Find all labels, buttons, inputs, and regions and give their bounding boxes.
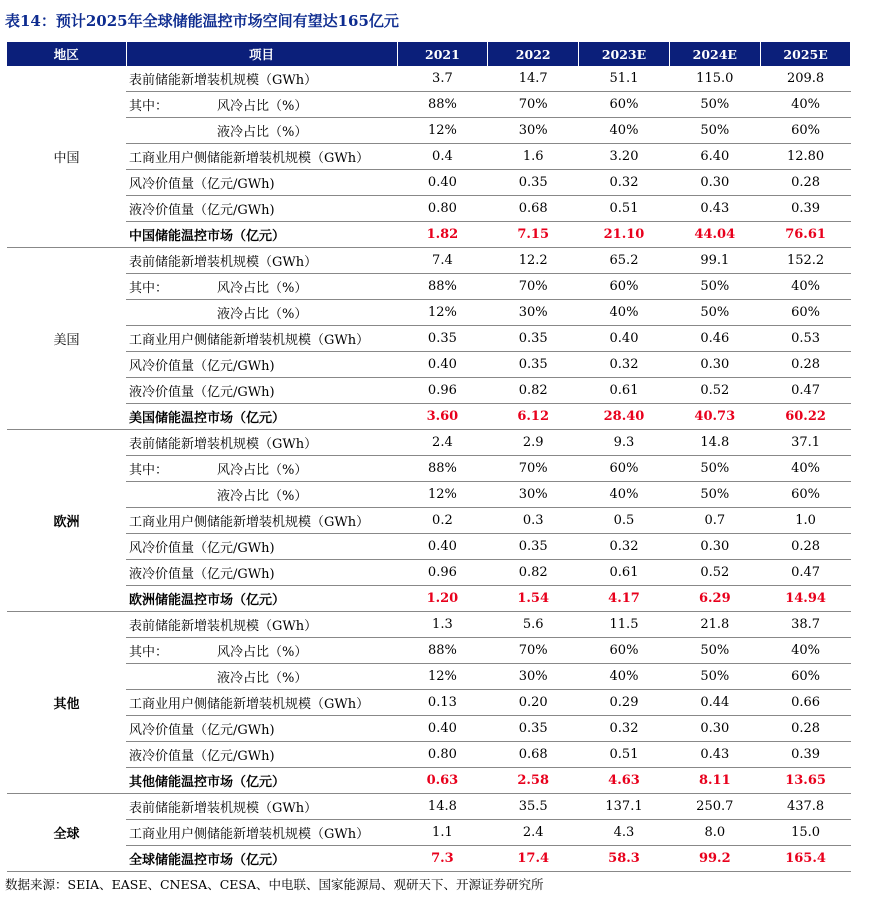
value-cell: 0.68 bbox=[488, 196, 579, 222]
value-cell: 0.28 bbox=[760, 716, 851, 742]
value-cell: 0.30 bbox=[669, 534, 760, 560]
value-cell: 152.2 bbox=[760, 248, 851, 274]
item-label: 风冷占比（%） bbox=[217, 281, 308, 296]
value-cell: 4.17 bbox=[579, 586, 670, 612]
item-cell bbox=[126, 196, 397, 222]
value-cell: 76.61 bbox=[760, 222, 851, 248]
value-cell: 30% bbox=[488, 300, 579, 326]
item-cell bbox=[126, 638, 397, 664]
item-cell bbox=[126, 586, 397, 612]
value-cell: 209.8 bbox=[760, 66, 851, 92]
item-label: 液冷价值量（亿元/GWh) bbox=[129, 203, 275, 218]
table-row bbox=[7, 144, 851, 170]
table-row bbox=[7, 638, 851, 664]
table-row bbox=[7, 716, 851, 742]
market-table bbox=[7, 42, 851, 872]
region-cell: 全球 bbox=[7, 794, 126, 872]
value-cell: 40% bbox=[760, 638, 851, 664]
item-cell bbox=[126, 352, 397, 378]
value-cell: 14.8 bbox=[397, 794, 488, 820]
value-cell: 0.35 bbox=[397, 326, 488, 352]
item-cell bbox=[126, 560, 397, 586]
item-label: 工商业用户侧储能新增装机规模（GWh） bbox=[129, 151, 370, 166]
table-row bbox=[7, 664, 851, 690]
table-row bbox=[7, 430, 851, 456]
value-cell: 60% bbox=[579, 638, 670, 664]
item-cell bbox=[126, 300, 397, 326]
item-cell bbox=[126, 404, 397, 430]
value-cell: 30% bbox=[488, 482, 579, 508]
value-cell: 99.1 bbox=[669, 248, 760, 274]
item-cell bbox=[126, 248, 397, 274]
item-cell bbox=[126, 534, 397, 560]
table-row bbox=[7, 794, 851, 820]
value-cell: 70% bbox=[488, 638, 579, 664]
value-cell: 50% bbox=[669, 638, 760, 664]
item-label: 风冷价值量（亿元/GWh) bbox=[129, 177, 275, 192]
value-cell: 88% bbox=[397, 638, 488, 664]
value-cell: 12% bbox=[397, 300, 488, 326]
table-row bbox=[7, 456, 851, 482]
value-cell: 1.1 bbox=[397, 820, 488, 846]
item-prefix: 其中： bbox=[129, 463, 169, 478]
item-cell bbox=[126, 274, 397, 300]
value-cell: 70% bbox=[488, 92, 579, 118]
value-cell: 1.3 bbox=[397, 612, 488, 638]
item-label: 表前储能新增装机规模（GWh） bbox=[129, 801, 318, 816]
value-cell: 40% bbox=[579, 482, 670, 508]
header-item: 项目 bbox=[126, 42, 397, 66]
value-cell: 0.20 bbox=[488, 690, 579, 716]
value-cell: 0.32 bbox=[579, 534, 670, 560]
region-cell: 其他 bbox=[7, 612, 126, 794]
value-cell: 40% bbox=[760, 456, 851, 482]
table-row bbox=[7, 118, 851, 144]
table-row bbox=[7, 300, 851, 326]
header-year: 2023E bbox=[579, 42, 670, 66]
total-row bbox=[7, 222, 851, 248]
value-cell: 60% bbox=[760, 118, 851, 144]
value-cell: 0.35 bbox=[488, 170, 579, 196]
item-prefix: 其中： bbox=[129, 645, 169, 660]
item-label: 液冷占比（%） bbox=[217, 671, 308, 686]
value-cell: 50% bbox=[669, 274, 760, 300]
value-cell: 12% bbox=[397, 664, 488, 690]
value-cell: 50% bbox=[669, 482, 760, 508]
value-cell: 0.40 bbox=[579, 326, 670, 352]
item-label: 风冷占比（%） bbox=[217, 99, 308, 114]
value-cell: 0.63 bbox=[397, 768, 488, 794]
item-label: 全球储能温控市场（亿元） bbox=[129, 853, 286, 868]
value-cell: 99.2 bbox=[669, 846, 760, 872]
item-cell bbox=[126, 456, 397, 482]
item-cell bbox=[126, 144, 397, 170]
value-cell: 250.7 bbox=[669, 794, 760, 820]
header-year: 2024E bbox=[669, 42, 760, 66]
value-cell: 0.82 bbox=[488, 560, 579, 586]
value-cell: 0.35 bbox=[488, 534, 579, 560]
value-cell: 0.40 bbox=[397, 170, 488, 196]
value-cell: 60% bbox=[579, 456, 670, 482]
source-note: 数据来源：SEIA、EASE、CNESA、CESA、中电联、国家能源局、观研天下、开源证券研究所 bbox=[5, 877, 544, 892]
value-cell: 0.47 bbox=[760, 378, 851, 404]
header-year: 2021 bbox=[397, 42, 488, 66]
value-cell: 88% bbox=[397, 92, 488, 118]
value-cell: 4.3 bbox=[579, 820, 670, 846]
value-cell: 8.11 bbox=[669, 768, 760, 794]
value-cell: 21.8 bbox=[669, 612, 760, 638]
value-cell: 2.4 bbox=[488, 820, 579, 846]
item-label: 表前储能新增装机规模（GWh） bbox=[129, 619, 318, 634]
value-cell: 0.68 bbox=[488, 742, 579, 768]
table-row bbox=[7, 742, 851, 768]
value-cell: 1.0 bbox=[760, 508, 851, 534]
item-cell bbox=[126, 716, 397, 742]
value-cell: 14.94 bbox=[760, 586, 851, 612]
value-cell: 40% bbox=[760, 274, 851, 300]
value-cell: 0.51 bbox=[579, 742, 670, 768]
item-label: 工商业用户侧储能新增装机规模（GWh） bbox=[129, 827, 370, 842]
value-cell: 88% bbox=[397, 274, 488, 300]
value-cell: 0.96 bbox=[397, 560, 488, 586]
value-cell: 70% bbox=[488, 274, 579, 300]
value-cell: 6.40 bbox=[669, 144, 760, 170]
item-label: 液冷价值量（亿元/GWh) bbox=[129, 385, 275, 400]
value-cell: 12.2 bbox=[488, 248, 579, 274]
value-cell: 0.13 bbox=[397, 690, 488, 716]
value-cell: 165.4 bbox=[760, 846, 851, 872]
value-cell: 60% bbox=[760, 482, 851, 508]
value-cell: 13.65 bbox=[760, 768, 851, 794]
table-title: 表14：预计2025年全球储能温控市场空间有望达165亿元 bbox=[5, 12, 399, 30]
value-cell: 0.7 bbox=[669, 508, 760, 534]
item-prefix: 其中： bbox=[129, 281, 169, 296]
value-cell: 0.47 bbox=[760, 560, 851, 586]
value-cell: 0.52 bbox=[669, 560, 760, 586]
item-label: 表前储能新增装机规模（GWh） bbox=[129, 437, 318, 452]
total-row bbox=[7, 586, 851, 612]
item-cell bbox=[126, 482, 397, 508]
value-cell: 8.0 bbox=[669, 820, 760, 846]
item-cell bbox=[126, 66, 397, 92]
value-cell: 7.3 bbox=[397, 846, 488, 872]
item-label: 液冷占比（%） bbox=[217, 307, 308, 322]
value-cell: 5.6 bbox=[488, 612, 579, 638]
item-label: 表前储能新增装机规模（GWh） bbox=[129, 73, 318, 88]
value-cell: 70% bbox=[488, 456, 579, 482]
item-cell bbox=[126, 794, 397, 820]
table-row bbox=[7, 560, 851, 586]
value-cell: 0.32 bbox=[579, 352, 670, 378]
value-cell: 17.4 bbox=[488, 846, 579, 872]
table-row bbox=[7, 352, 851, 378]
value-cell: 2.58 bbox=[488, 768, 579, 794]
value-cell: 1.20 bbox=[397, 586, 488, 612]
value-cell: 0.44 bbox=[669, 690, 760, 716]
value-cell: 0.51 bbox=[579, 196, 670, 222]
table-row bbox=[7, 170, 851, 196]
value-cell: 0.28 bbox=[760, 170, 851, 196]
item-label: 液冷价值量（亿元/GWh) bbox=[129, 567, 275, 582]
value-cell: 40% bbox=[579, 300, 670, 326]
value-cell: 0.32 bbox=[579, 170, 670, 196]
value-cell: 0.53 bbox=[760, 326, 851, 352]
value-cell: 60% bbox=[760, 664, 851, 690]
total-row bbox=[7, 768, 851, 794]
item-label: 风冷占比（%） bbox=[217, 463, 308, 478]
header-row bbox=[7, 42, 851, 66]
value-cell: 65.2 bbox=[579, 248, 670, 274]
item-label: 液冷占比（%） bbox=[217, 489, 308, 504]
value-cell: 0.61 bbox=[579, 560, 670, 586]
value-cell: 35.5 bbox=[488, 794, 579, 820]
value-cell: 0.80 bbox=[397, 196, 488, 222]
item-label: 风冷价值量（亿元/GWh) bbox=[129, 541, 275, 556]
value-cell: 2.9 bbox=[488, 430, 579, 456]
table-body bbox=[7, 66, 851, 872]
item-label: 欧洲储能温控市场（亿元） bbox=[129, 593, 286, 608]
value-cell: 50% bbox=[669, 118, 760, 144]
header-year: 2022 bbox=[488, 42, 579, 66]
value-cell: 3.20 bbox=[579, 144, 670, 170]
table-row bbox=[7, 248, 851, 274]
table-row bbox=[7, 482, 851, 508]
item-label: 液冷占比（%） bbox=[217, 125, 308, 140]
value-cell: 50% bbox=[669, 664, 760, 690]
region-cell: 美国 bbox=[7, 248, 126, 430]
value-cell: 4.63 bbox=[579, 768, 670, 794]
table-row bbox=[7, 326, 851, 352]
value-cell: 0.39 bbox=[760, 742, 851, 768]
value-cell: 0.40 bbox=[397, 352, 488, 378]
value-cell: 6.12 bbox=[488, 404, 579, 430]
value-cell: 0.30 bbox=[669, 716, 760, 742]
table-row bbox=[7, 690, 851, 716]
item-label: 其他储能温控市场（亿元） bbox=[129, 775, 286, 790]
value-cell: 40% bbox=[579, 118, 670, 144]
value-cell: 60% bbox=[760, 300, 851, 326]
value-cell: 2.4 bbox=[397, 430, 488, 456]
item-label: 风冷价值量（亿元/GWh) bbox=[129, 723, 275, 738]
item-label: 工商业用户侧储能新增装机规模（GWh） bbox=[129, 697, 370, 712]
region-cell: 中国 bbox=[7, 66, 126, 248]
item-cell bbox=[126, 612, 397, 638]
value-cell: 60% bbox=[579, 274, 670, 300]
value-cell: 51.1 bbox=[579, 66, 670, 92]
item-cell bbox=[126, 742, 397, 768]
value-cell: 3.7 bbox=[397, 66, 488, 92]
value-cell: 0.96 bbox=[397, 378, 488, 404]
item-cell bbox=[126, 92, 397, 118]
value-cell: 0.29 bbox=[579, 690, 670, 716]
table-row bbox=[7, 92, 851, 118]
item-cell bbox=[126, 430, 397, 456]
value-cell: 0.4 bbox=[397, 144, 488, 170]
item-cell bbox=[126, 170, 397, 196]
header-region: 地区 bbox=[7, 42, 126, 66]
value-cell: 14.8 bbox=[669, 430, 760, 456]
value-cell: 28.40 bbox=[579, 404, 670, 430]
item-label: 风冷价值量（亿元/GWh) bbox=[129, 359, 275, 374]
value-cell: 44.04 bbox=[669, 222, 760, 248]
value-cell: 115.0 bbox=[669, 66, 760, 92]
value-cell: 1.54 bbox=[488, 586, 579, 612]
region-cell: 欧洲 bbox=[7, 430, 126, 612]
item-cell bbox=[126, 820, 397, 846]
value-cell: 40.73 bbox=[669, 404, 760, 430]
value-cell: 12% bbox=[397, 118, 488, 144]
item-prefix: 其中： bbox=[129, 99, 169, 114]
item-cell bbox=[126, 690, 397, 716]
value-cell: 88% bbox=[397, 456, 488, 482]
value-cell: 12.80 bbox=[760, 144, 851, 170]
item-cell bbox=[126, 664, 397, 690]
item-label: 液冷价值量（亿元/GWh) bbox=[129, 749, 275, 764]
table-row bbox=[7, 66, 851, 92]
value-cell: 50% bbox=[669, 456, 760, 482]
item-label: 中国储能温控市场（亿元） bbox=[129, 229, 286, 244]
value-cell: 0.46 bbox=[669, 326, 760, 352]
table-row bbox=[7, 196, 851, 222]
value-cell: 1.82 bbox=[397, 222, 488, 248]
value-cell: 0.39 bbox=[760, 196, 851, 222]
value-cell: 60.22 bbox=[760, 404, 851, 430]
value-cell: 137.1 bbox=[579, 794, 670, 820]
value-cell: 0.3 bbox=[488, 508, 579, 534]
item-label: 风冷占比（%） bbox=[217, 645, 308, 660]
table-row bbox=[7, 378, 851, 404]
value-cell: 11.5 bbox=[579, 612, 670, 638]
item-label: 工商业用户侧储能新增装机规模（GWh） bbox=[129, 515, 370, 530]
item-cell bbox=[126, 326, 397, 352]
value-cell: 15.0 bbox=[760, 820, 851, 846]
value-cell: 0.43 bbox=[669, 742, 760, 768]
total-row bbox=[7, 846, 851, 872]
value-cell: 0.43 bbox=[669, 196, 760, 222]
value-cell: 40% bbox=[579, 664, 670, 690]
value-cell: 0.2 bbox=[397, 508, 488, 534]
value-cell: 60% bbox=[579, 92, 670, 118]
value-cell: 6.29 bbox=[669, 586, 760, 612]
total-row bbox=[7, 404, 851, 430]
value-cell: 58.3 bbox=[579, 846, 670, 872]
value-cell: 0.28 bbox=[760, 352, 851, 378]
value-cell: 0.80 bbox=[397, 742, 488, 768]
item-cell bbox=[126, 378, 397, 404]
item-cell bbox=[126, 846, 397, 872]
value-cell: 37.1 bbox=[760, 430, 851, 456]
value-cell: 40% bbox=[760, 92, 851, 118]
value-cell: 0.35 bbox=[488, 716, 579, 742]
value-cell: 50% bbox=[669, 92, 760, 118]
value-cell: 0.30 bbox=[669, 352, 760, 378]
item-cell bbox=[126, 222, 397, 248]
value-cell: 7.4 bbox=[397, 248, 488, 274]
value-cell: 0.40 bbox=[397, 716, 488, 742]
value-cell: 50% bbox=[669, 300, 760, 326]
value-cell: 14.7 bbox=[488, 66, 579, 92]
table-row bbox=[7, 534, 851, 560]
value-cell: 0.82 bbox=[488, 378, 579, 404]
value-cell: 9.3 bbox=[579, 430, 670, 456]
value-cell: 0.66 bbox=[760, 690, 851, 716]
item-label: 工商业用户侧储能新增装机规模（GWh） bbox=[129, 333, 370, 348]
value-cell: 1.6 bbox=[488, 144, 579, 170]
value-cell: 0.52 bbox=[669, 378, 760, 404]
value-cell: 30% bbox=[488, 118, 579, 144]
item-cell bbox=[126, 118, 397, 144]
value-cell: 0.61 bbox=[579, 378, 670, 404]
item-label: 美国储能温控市场（亿元） bbox=[129, 411, 286, 426]
value-cell: 38.7 bbox=[760, 612, 851, 638]
item-cell bbox=[126, 768, 397, 794]
value-cell: 0.28 bbox=[760, 534, 851, 560]
value-cell: 437.8 bbox=[760, 794, 851, 820]
header-year: 2025E bbox=[760, 42, 851, 66]
item-cell bbox=[126, 508, 397, 534]
value-cell: 0.32 bbox=[579, 716, 670, 742]
value-cell: 7.15 bbox=[488, 222, 579, 248]
value-cell: 30% bbox=[488, 664, 579, 690]
table-row bbox=[7, 508, 851, 534]
value-cell: 0.30 bbox=[669, 170, 760, 196]
value-cell: 0.35 bbox=[488, 352, 579, 378]
item-label: 表前储能新增装机规模（GWh） bbox=[129, 255, 318, 270]
value-cell: 12% bbox=[397, 482, 488, 508]
value-cell: 0.35 bbox=[488, 326, 579, 352]
table-row bbox=[7, 274, 851, 300]
table-row bbox=[7, 612, 851, 638]
value-cell: 0.5 bbox=[579, 508, 670, 534]
value-cell: 21.10 bbox=[579, 222, 670, 248]
table-row bbox=[7, 820, 851, 846]
value-cell: 3.60 bbox=[397, 404, 488, 430]
value-cell: 0.40 bbox=[397, 534, 488, 560]
